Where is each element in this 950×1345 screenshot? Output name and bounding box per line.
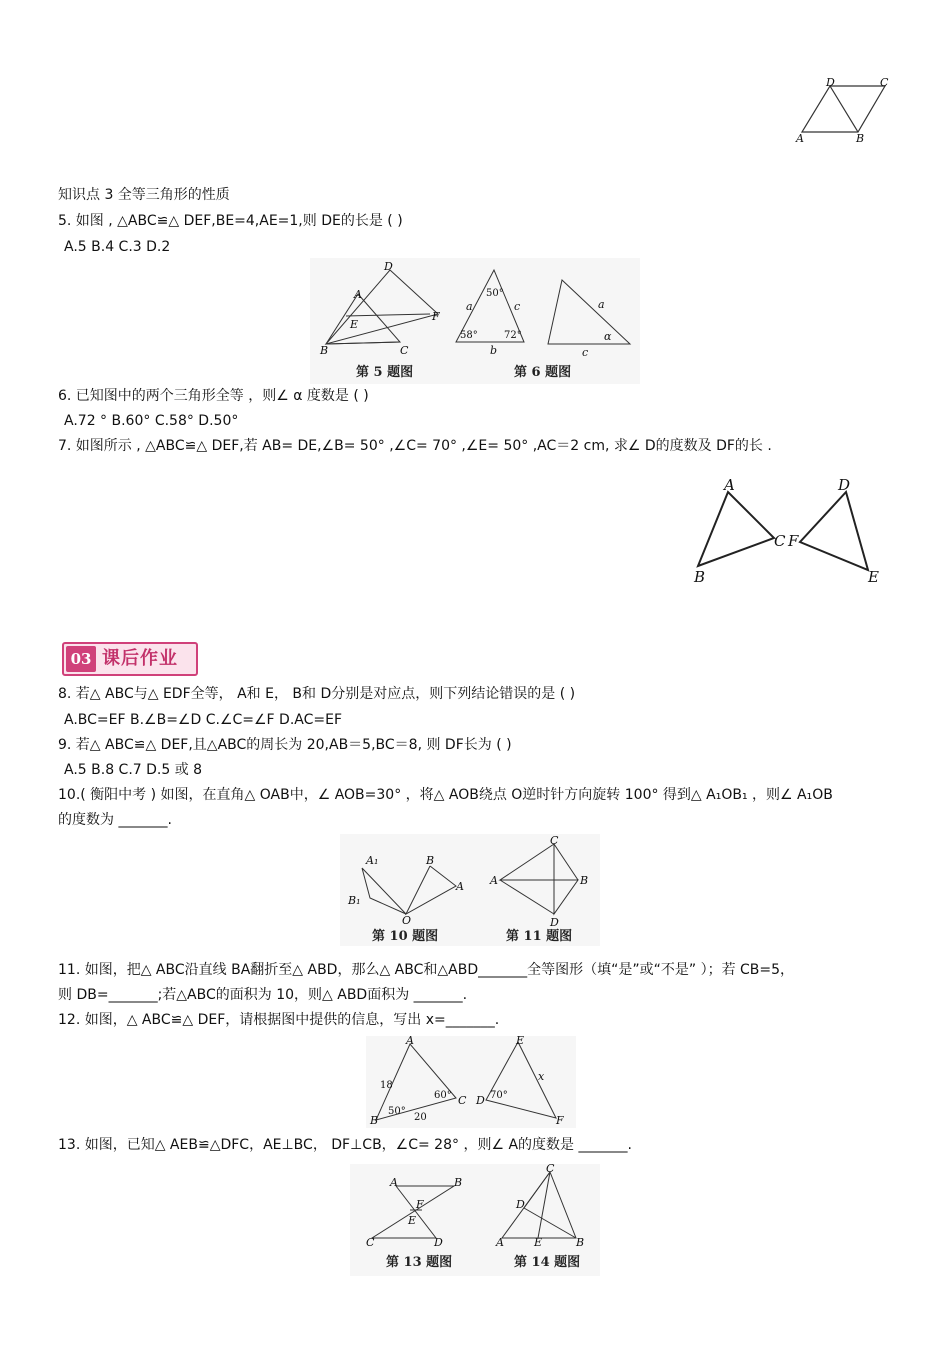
svg-text:C: C: [400, 344, 409, 357]
q11-line1: 11. 如图，把△ ABC沿直线 BA翻折至△ ABD，那么△ ABC和△ABD_______全等图形（填“是”或“不是” ）；若 CB=5，: [58, 962, 795, 978]
svg-text:第 14 题图: 第 14 题图: [514, 1255, 581, 1270]
svg-text:B: B: [694, 568, 706, 586]
section-3-heading: 知识点 3 全等三角形的性质: [58, 187, 230, 203]
q10-line2: 的度数为 _______.: [58, 812, 172, 828]
svg-text:18: 18: [380, 1080, 393, 1091]
svg-text:20: 20: [414, 1112, 427, 1123]
svg-text:A: A: [724, 476, 735, 494]
svg-text:70°: 70°: [490, 1090, 508, 1101]
svg-text:第 13 题图: 第 13 题图: [386, 1255, 453, 1270]
svg-text:72°: 72°: [504, 330, 522, 341]
svg-text:A: A: [406, 1036, 414, 1047]
svg-text:A₁: A₁: [366, 854, 379, 867]
q10-line1: 10.( 衡阳中考 ) 如图，在直角△ OAB中，∠ AOB=30° ，将△ AOB绕点 O逆时针方向旋转 100° 得到△ A₁OB₁ ，则∠ A₁OB: [58, 787, 833, 803]
svg-text:B₁: B₁: [348, 894, 361, 907]
q6-stem: 6. 已知图中的两个三角形全等 ，则∠ α 度数是 ( ): [58, 388, 369, 404]
svg-text:B: B: [580, 874, 589, 887]
svg-text:B: B: [370, 1114, 379, 1127]
svg-text:第 5 题图: 第 5 题图: [356, 365, 414, 380]
q12-stem: 12. 如图，△ ABC≌△ DEF，请根据图中提供的信息，写出 x=_______.: [58, 1012, 500, 1028]
svg-text:第 11 题图: 第 11 题图: [506, 929, 573, 944]
q5-stem: 5. 如图 , △ABC≌△ DEF,BE=4,AE=1,则 DE的长是 ( ): [58, 213, 403, 229]
svg-text:C: C: [458, 1094, 467, 1107]
parallelogram-figure: [790, 74, 900, 148]
svg-text:c: c: [514, 300, 521, 313]
figure-13-14: [350, 1164, 600, 1276]
svg-text:B: B: [426, 854, 435, 867]
q6-options: A.72 ° B.60° C.58° D.50°: [64, 413, 239, 429]
svg-text:A: A: [490, 874, 498, 887]
svg-text:C: C: [546, 1164, 555, 1175]
svg-text:第 6 题图: 第 6 题图: [514, 365, 572, 380]
q11-line2: 则 DB=_______;若△ABC的面积为 10，则△ ABD面积为 _______.: [58, 987, 468, 1003]
svg-text:B: B: [856, 132, 865, 145]
banner-number: 03: [66, 646, 96, 672]
svg-text:b: b: [490, 344, 498, 357]
q9-options: A.5 B.8 C.7 D.5 或 8: [64, 762, 203, 778]
figure-10-11: [340, 834, 600, 946]
q13-stem: 13. 如图，已知△ AEB≌△DFC，AE⊥BC， DF⊥CB，∠C= 28° ，则∠ A的度数是 _______.: [58, 1137, 632, 1153]
q8-options: A.BC=EF B.∠B=∠D C.∠C=∠F D.AC=EF: [64, 712, 343, 728]
svg-text:F: F: [432, 310, 440, 323]
svg-text:D: D: [838, 476, 851, 494]
svg-text:58°: 58°: [460, 330, 478, 341]
svg-text:A: A: [796, 132, 804, 145]
svg-text:B: B: [454, 1176, 463, 1189]
svg-text:C: C: [550, 834, 559, 847]
svg-text:O: O: [402, 914, 412, 927]
svg-text:第 10 题图: 第 10 题图: [372, 929, 439, 944]
svg-text:D: D: [476, 1094, 485, 1107]
banner-title: 课后作业: [102, 648, 178, 669]
svg-text:E: E: [516, 1036, 525, 1047]
svg-text:50°: 50°: [388, 1106, 406, 1117]
svg-text:E: E: [408, 1214, 417, 1227]
svg-text:A: A: [354, 288, 362, 301]
q5-options: A.5 B.4 C.3 D.2: [64, 239, 171, 255]
svg-text:F: F: [788, 532, 799, 550]
svg-text:F: F: [556, 1114, 564, 1127]
svg-text:E: E: [534, 1236, 543, 1249]
figure-5-6: [310, 258, 640, 384]
svg-text:D: D: [550, 916, 559, 929]
svg-text:50°: 50°: [486, 288, 504, 299]
svg-text:D: D: [516, 1198, 525, 1211]
svg-text:B: B: [576, 1236, 585, 1249]
q7-stem: 7. 如图所示 , △ABC≌△ DEF,若 AB= DE,∠B= 50° ,∠C= 70° ,∠E= 50° ,AC＝2 cm, 求∠ D的度数及 DF的长 .: [58, 438, 772, 454]
svg-text:D: D: [826, 76, 835, 89]
svg-text:60°: 60°: [434, 1090, 452, 1101]
svg-text:E: E: [350, 318, 359, 331]
svg-text:a: a: [598, 298, 605, 311]
svg-text:A: A: [390, 1176, 398, 1189]
svg-text:E: E: [868, 568, 879, 586]
figure-7: [688, 476, 888, 588]
svg-text:F: F: [416, 1198, 424, 1211]
svg-text:α: α: [604, 330, 612, 343]
homework-banner: [62, 642, 198, 676]
svg-text:A: A: [496, 1236, 504, 1249]
svg-text:c: c: [582, 346, 589, 359]
svg-text:C: C: [366, 1236, 375, 1249]
svg-text:D: D: [384, 260, 393, 273]
svg-text:C: C: [774, 532, 786, 550]
q9-stem: 9. 若△ ABC≌△ DEF,且△ABC的周长为 20,AB＝5,BC＝8, 则 DF长为 ( ): [58, 737, 512, 753]
q8-stem: 8. 若△ ABC与△ EDF全等， A和 E， B和 D分别是对应点，则下列结论错误的是 ( ): [58, 686, 576, 702]
svg-text:A: A: [456, 880, 464, 893]
svg-text:x: x: [538, 1070, 545, 1083]
svg-text:a: a: [466, 300, 473, 313]
svg-text:B: B: [320, 344, 329, 357]
svg-text:C: C: [880, 76, 889, 89]
figure-12: [366, 1036, 576, 1128]
svg-text:D: D: [434, 1236, 443, 1249]
